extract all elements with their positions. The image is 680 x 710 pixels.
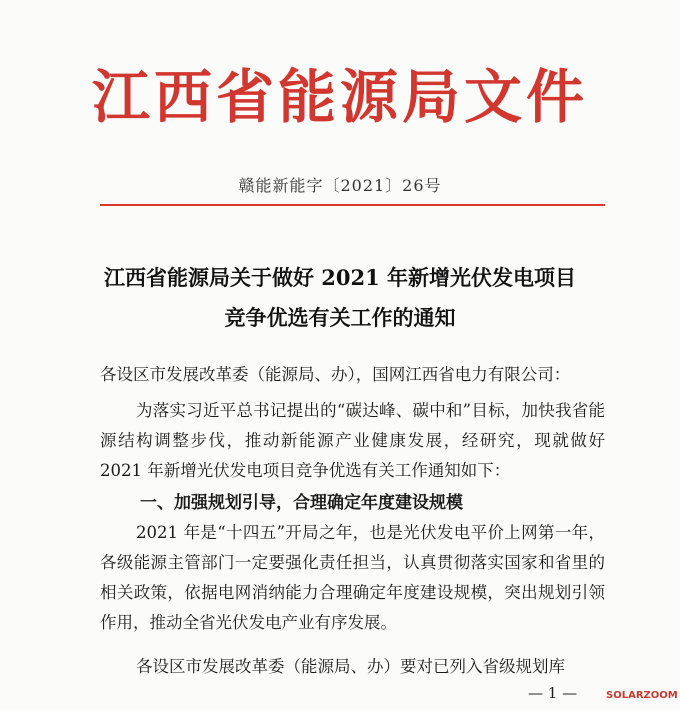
agency-title: 江西省能源局文件 <box>91 63 588 131</box>
paragraph-intro: 为落实习近平总书记提出的“碳达峰、碳中和”目标，加快我省能源结构调整步伐，推动新能源产业健康发展，经研究，现就做好 2021 年新增光伏发电项目竞争优选有关工作通知如下： <box>100 401 605 480</box>
document-number: 赣能新能字〔2021〕26号 <box>238 176 442 195</box>
paragraph-planning: 2021 年是“十四五”开局之年，也是光伏发电平价上网第一年，各级能源主管部门一定要强化责任担当，认真贯彻落实国家和省里的相关政策，依据电网消纳能力合理确定年度建设规模，突出规划引领作用，推动全省光伏发电产业有序发展。 <box>100 523 605 632</box>
red-divider <box>100 204 605 206</box>
page-number: — 1 — <box>528 684 578 702</box>
section-heading-1: 一、加强规划引导，合理确定年度建设规模 <box>140 493 463 513</box>
notice-title-line-2: 竞争优选有关工作的通知 <box>224 305 456 330</box>
solarzoom-watermark: SOLARZOOM <box>606 690 678 701</box>
paragraph-continued: 各设区市发展改革委（能源局、办）要对已列入省级规划库 <box>136 657 565 676</box>
notice-title-line-1: 江西省能源局关于做好 2021 年新增光伏发电项目 <box>103 265 577 290</box>
salutation: 各设区市发展改革委（能源局、办），国网江西省电力有限公司： <box>100 365 571 384</box>
